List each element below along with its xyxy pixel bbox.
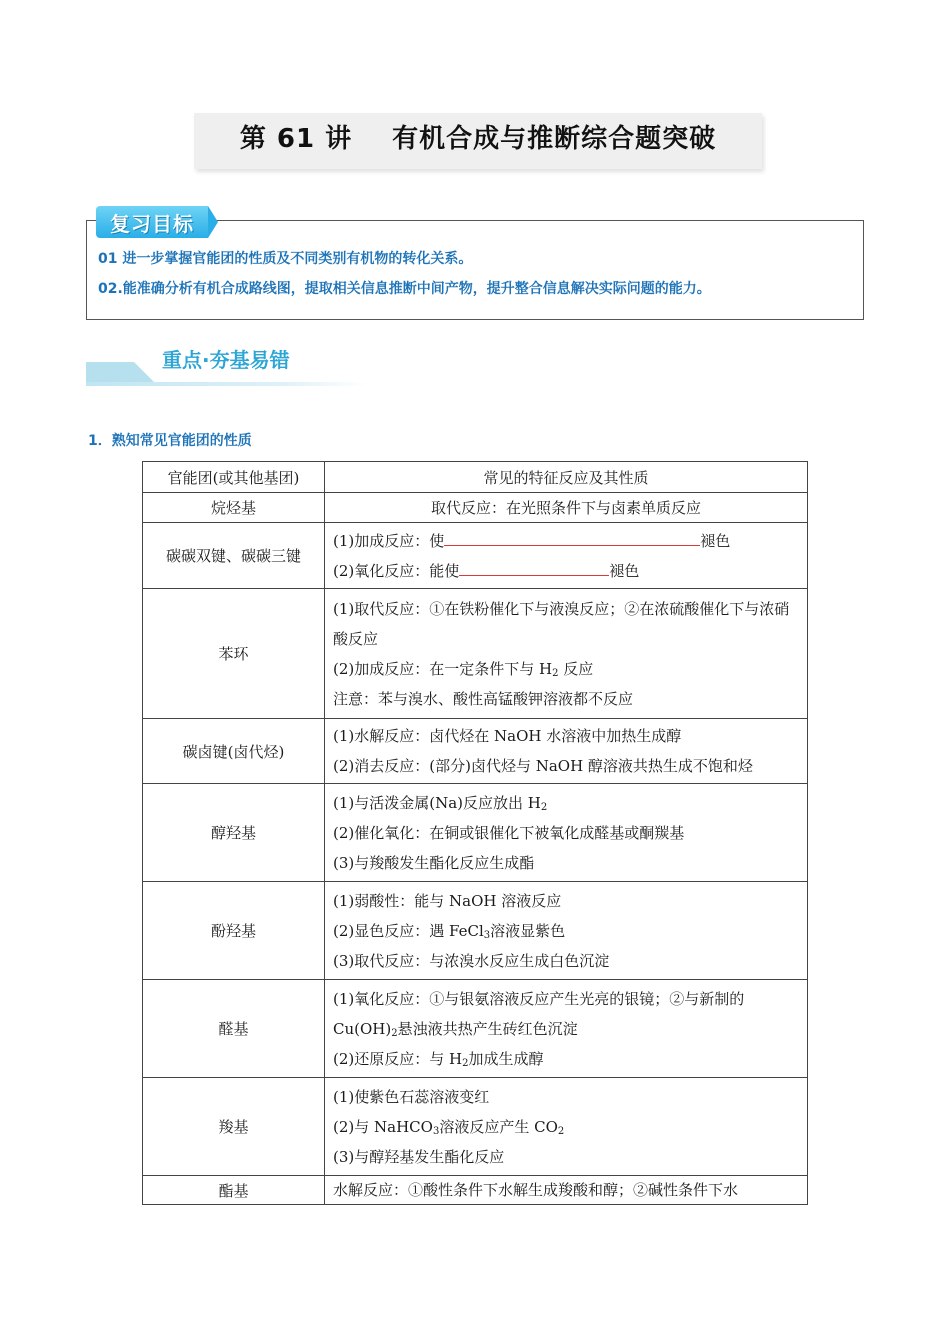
property-line: (2)氧化反应：能使 褪色	[333, 556, 799, 586]
table-row	[143, 493, 808, 523]
property-cell	[325, 980, 808, 1078]
property-line: (1)加成反应：使 褪色	[333, 526, 799, 556]
table-row	[143, 589, 808, 719]
fill-blank	[459, 557, 609, 576]
property-line: 水解反应：①酸性条件下水解生成羧酸和醇；②碱性条件下水	[333, 1181, 739, 1199]
property-line: (3)取代反应：与浓溴水反应生成白色沉淀	[333, 951, 610, 970]
table-header: 常见的特征反应及其性质	[325, 462, 808, 493]
property-cell	[325, 719, 808, 784]
table-row	[143, 980, 808, 1078]
fill-blank	[444, 527, 700, 546]
lecture-topic: 有机合成与推断综合题突破	[392, 124, 717, 154]
property-line: (2)催化氧化：在铜或银催化下被氧化成醛基或酮羰基	[333, 823, 685, 842]
property-line: (3)与羧酸发生酯化反应生成酯	[333, 853, 535, 872]
property-line: (1)与活泼金属(Na)反应放出 $H_2$	[333, 793, 548, 813]
property-line: (1)水解反应：卤代烃在 NaOH 水溶液中加热生成醇	[333, 727, 682, 745]
property-line: 注意：苯与溴水、酸性高锰酸钾溶液都不反应	[333, 689, 634, 708]
property-cell	[325, 784, 808, 882]
lecture-number: 第 61 讲	[239, 124, 353, 154]
table-row	[143, 523, 808, 589]
group-cell: 醇羟基	[143, 784, 325, 882]
property-cell	[325, 1078, 808, 1176]
property-line: (3)与醇羟基发生酯化反应	[333, 1147, 505, 1166]
page-title	[194, 113, 762, 169]
property-line: (1)使紫色石蕊溶液变红	[333, 1087, 490, 1106]
table-row	[143, 882, 808, 980]
group-cell: 碳卤键(卤代烃)	[143, 719, 325, 784]
group-cell: 羧基	[143, 1078, 325, 1176]
table-row	[143, 1176, 808, 1205]
goal-item-2: 02.能准确分析有机合成路线图，提取相关信息推断中间产物，提升整合信息解决实际问题的能力。	[98, 281, 711, 297]
group-cell: 醛基	[143, 980, 325, 1078]
property-line: (2)与 NaHCO$_3$溶液反应产生 $CO_2$	[333, 1117, 565, 1137]
table-row	[143, 1078, 808, 1176]
subheading: 1．熟知常见官能团的性质	[88, 433, 252, 449]
table-header: 官能团(或其他基团)	[143, 462, 325, 493]
section-title: 重点·夯基易错	[162, 348, 290, 372]
review-goals-tag	[96, 206, 218, 238]
property-cell	[325, 882, 808, 980]
group-cell: 苯环	[143, 589, 325, 719]
property-cell	[325, 1176, 808, 1205]
table-row	[143, 719, 808, 784]
goal-item-1: 01 进一步掌握官能团的性质及不同类别有机物的转化关系。	[98, 251, 473, 267]
section-header-underline	[86, 382, 368, 386]
table-header-row	[143, 462, 808, 493]
functional-group-table	[142, 461, 808, 1205]
section-header-decoration	[86, 362, 156, 384]
title-banner	[194, 113, 762, 169]
property-line: 取代反应：在光照条件下与卤素单质反应	[430, 499, 701, 517]
property-line: (1)氧化反应：①与银氨溶液反应产生光亮的银镜；②与新制的	[333, 989, 745, 1008]
property-line: $Cu(OH)_2$悬浊液共热产生砖红色沉淀	[333, 1019, 578, 1039]
group-cell: 烷烃基	[143, 493, 325, 523]
property-cell	[325, 493, 808, 523]
property-line: (1)取代反应：①在铁粉催化下与液溴反应；②在浓硫酸催化下与浓硝酸反应	[333, 599, 790, 648]
property-line: (2)消去反应：(部分)卤代烃与 NaOH 醇溶液共热生成不饱和烃	[333, 757, 753, 775]
group-cell: 酯基	[143, 1176, 325, 1205]
property-line: (2)显色反应：遇 FeCl$_3$溶液显紫色	[333, 921, 566, 941]
property-cell	[325, 523, 808, 589]
group-cell: 酚羟基	[143, 882, 325, 980]
property-cell	[325, 589, 808, 719]
review-goals-label: 复习目标	[110, 212, 194, 236]
group-cell: 碳碳双键、碳碳三键	[143, 523, 325, 589]
section-header	[86, 338, 368, 388]
property-line: (2)加成反应：在一定条件下与 $H_2$ 反应	[333, 659, 594, 679]
table-row	[143, 784, 808, 882]
property-line: (1)弱酸性：能与 NaOH 溶液反应	[333, 891, 562, 910]
property-line: (2)还原反应：与 $H_2$加成生成醇	[333, 1049, 544, 1069]
